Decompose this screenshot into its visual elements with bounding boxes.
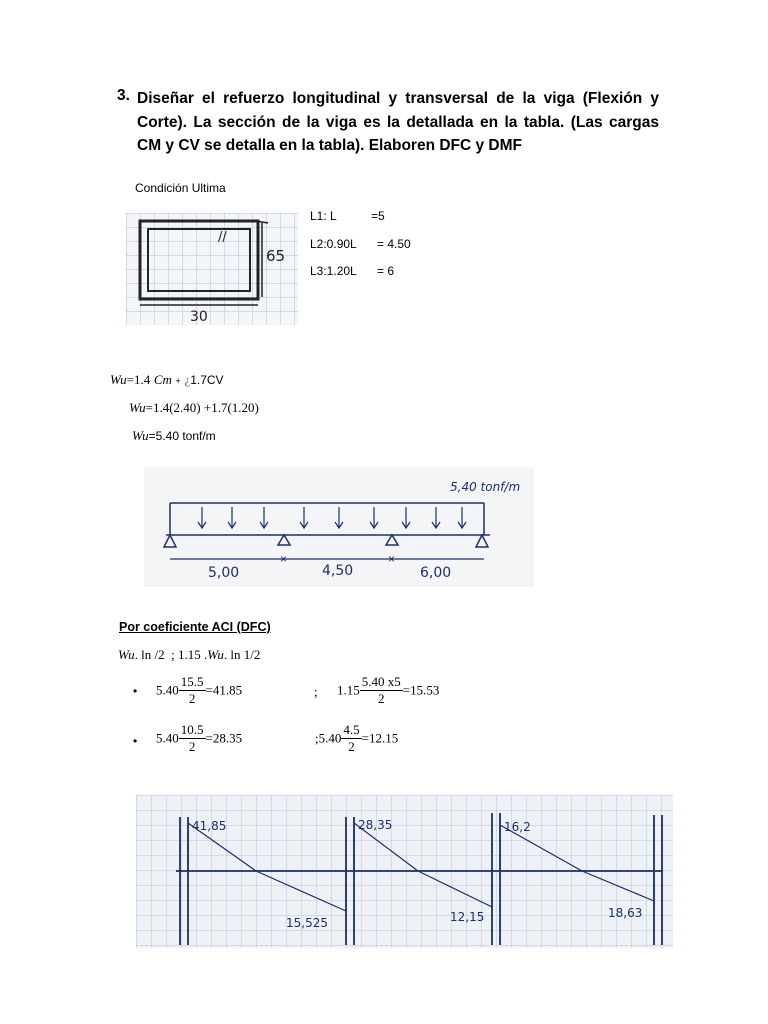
bullet-1-separator: ;	[314, 684, 318, 699]
bullet-2-left: 5.40 $\frac{10.5}{2}$ =28.35	[156, 722, 243, 754]
section-sketch	[126, 213, 298, 325]
dfc-bottom-3: 18,63	[608, 906, 643, 920]
wu-result: Wu=5.40 tonf/m	[132, 428, 216, 443]
load-label: 5,40 tonf/m	[450, 480, 521, 494]
section-sketch-photo	[126, 213, 298, 325]
wu-substitution: Wu=1.4(2.40) +1.7(1.20)	[129, 400, 259, 415]
dfc-sketch	[136, 795, 673, 948]
svg-text:×: ×	[280, 552, 288, 566]
dfc-top-2: 28,35	[358, 818, 393, 832]
length-1-value: =5	[371, 209, 385, 223]
beam-sketch	[144, 467, 534, 587]
bullet-1-right: 1.15 $\frac{5.40 x5}{2}$ =15.53	[337, 674, 440, 706]
bullet-1-left: 5.40 $\frac{15.5}{2}$ =41.85	[156, 674, 243, 706]
question-text: Diseñar el refuerzo longitudinal y transversal de la viga (Flexión y Corte). La sección de la viga es la detallada en la tabla. (Las cargas CM y CV se detalla en la tabla). Elaboren DFC y DMF	[137, 90, 659, 154]
dfc-sketch-photo	[136, 795, 673, 948]
height-label: 65	[266, 247, 286, 265]
dfc-top-1: 41,85	[192, 819, 227, 833]
length-1-label: L1: L	[310, 209, 337, 223]
beam-sketch-photo	[144, 467, 534, 587]
dfc-bottom-1: 15,525	[286, 916, 328, 930]
condition-label: Condición Ultima	[135, 181, 226, 195]
span-3-label: 6,00	[420, 565, 452, 581]
stirrup-mark: //	[218, 230, 227, 245]
span-2-label: 4,50	[322, 563, 354, 579]
length-3-value: = 6	[377, 264, 395, 278]
wu-formula: Wu=1.4 Cm + ¿1.7CV	[110, 372, 224, 387]
svg-text:×: ×	[388, 552, 396, 566]
length-2-value: = 4.50	[377, 237, 411, 251]
bullet-2-right: ;5.40 $\frac{4.5}{2}$ =12.15	[315, 722, 399, 754]
dfc-top-3: 16,2	[504, 820, 531, 834]
aci-formula: Wu. ln /2 ; 1.15 .Wu. ln 1/2	[118, 647, 261, 662]
aci-heading: Por coeficiente ACI (DFC)	[119, 620, 271, 634]
length-2-label: L2:0.90L	[310, 237, 357, 251]
span-1-label: 5,00	[208, 565, 240, 581]
question-number: 3.	[117, 87, 130, 104]
length-3-label: L3:1.20L	[310, 264, 357, 278]
dfc-bottom-2: 12,15	[450, 910, 485, 924]
width-label: 30	[190, 309, 208, 325]
